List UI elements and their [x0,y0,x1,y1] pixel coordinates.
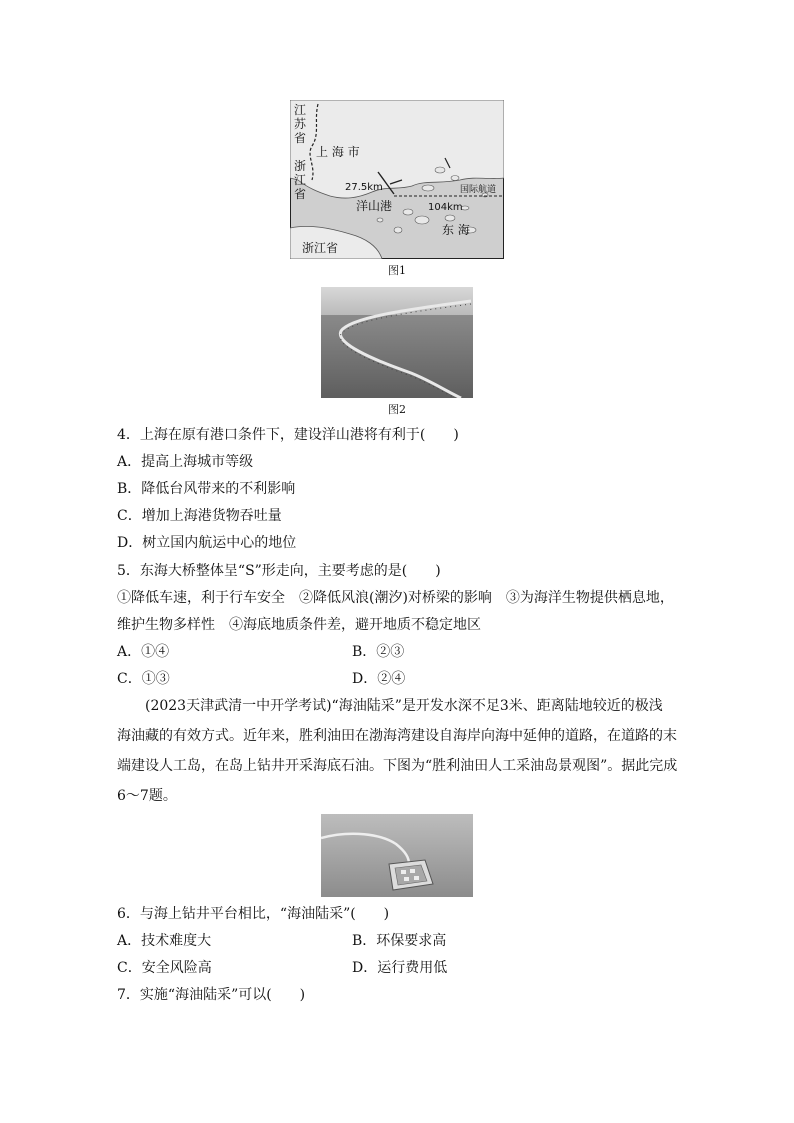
question-4-option-b: B．降低台风带来的不利影响 [117,481,296,497]
question-5-option-c: C．①③ [117,671,170,687]
passage-line-4: 6～7题。 [117,788,177,804]
question-5-statements-2: 维护生物多样性 ④海底地质条件差，避开地质不稳定地区 [117,617,481,633]
question-6-option-b: B．环保要求高 [352,933,447,949]
label-zhejiang-v3: 省 [294,187,307,201]
figure-2-caption: 图2 [388,403,406,416]
question-5-option-b: B．②③ [352,644,405,660]
label-shanghai: 上 海 市 [316,145,360,159]
label-jiangsu-1: 江 [294,103,307,117]
label-zhejiang-v1: 浙 [294,159,307,173]
question-5-stem: 5．东海大桥整体呈“S”形走向，主要考虑的是( ) [117,563,441,579]
question-5-statements-1: ①降低车速，利于行车安全 ②降低风浪(潮汐)对桥梁的影响 ③为海洋生物提供栖息地， [117,590,674,606]
figure-2-photo [321,287,473,398]
question-4-option-a: A．提高上海城市等级 [117,454,254,470]
question-6-option-c: C．安全风险高 [117,960,212,976]
label-zhejiang: 浙江省 [302,241,339,255]
label-distance-1: 27.5km [345,182,383,193]
question-4-stem: 4．上海在原有港口条件下，建设洋山港将有利于( ) [117,427,459,443]
question-5-option-d: D．②④ [352,671,406,687]
question-7-stem: 7．实施“海油陆采”可以( ) [117,987,306,1003]
figure-3-photo [321,814,473,897]
label-route: 国际航道 [460,185,497,195]
figure-1-caption: 图1 [388,264,406,277]
figure-1-map [290,100,504,259]
label-distance-2: 104km [428,202,463,213]
label-zhejiang-v2: 江 [294,173,307,187]
passage-line-2: 海油藏的有效方式。近年来，胜利油田在渤海湾建设自海岸向海中延伸的道路，在道路的末 [117,728,677,744]
label-yangshan: 洋山港 [356,199,393,213]
label-jiangsu-3: 省 [294,131,307,145]
label-jiangsu-2: 苏 [294,117,307,131]
question-4-option-c: C．增加上海港货物吞吐量 [117,508,282,524]
question-6-stem: 6．与海上钻井平台相比，“海油陆采”( ) [117,906,390,922]
question-4-option-d: D．树立国内航运中心的地位 [117,535,297,551]
question-6-option-d: D．运行费用低 [352,960,448,976]
question-6-option-a: A．技术难度大 [117,933,212,949]
label-east-sea: 东 海 [442,223,470,237]
passage-line-3: 端建设人工岛，在岛上钻井开采海底石油。下图为“胜利油田人工采油岛景观图”。据此完成 [117,758,678,774]
passage-line-1: (2023天津武清一中开学考试)“海油陆采”是开发水深不足3米、距离陆地较近的极浅 [145,698,663,714]
question-5-option-a: A．①④ [117,644,170,660]
